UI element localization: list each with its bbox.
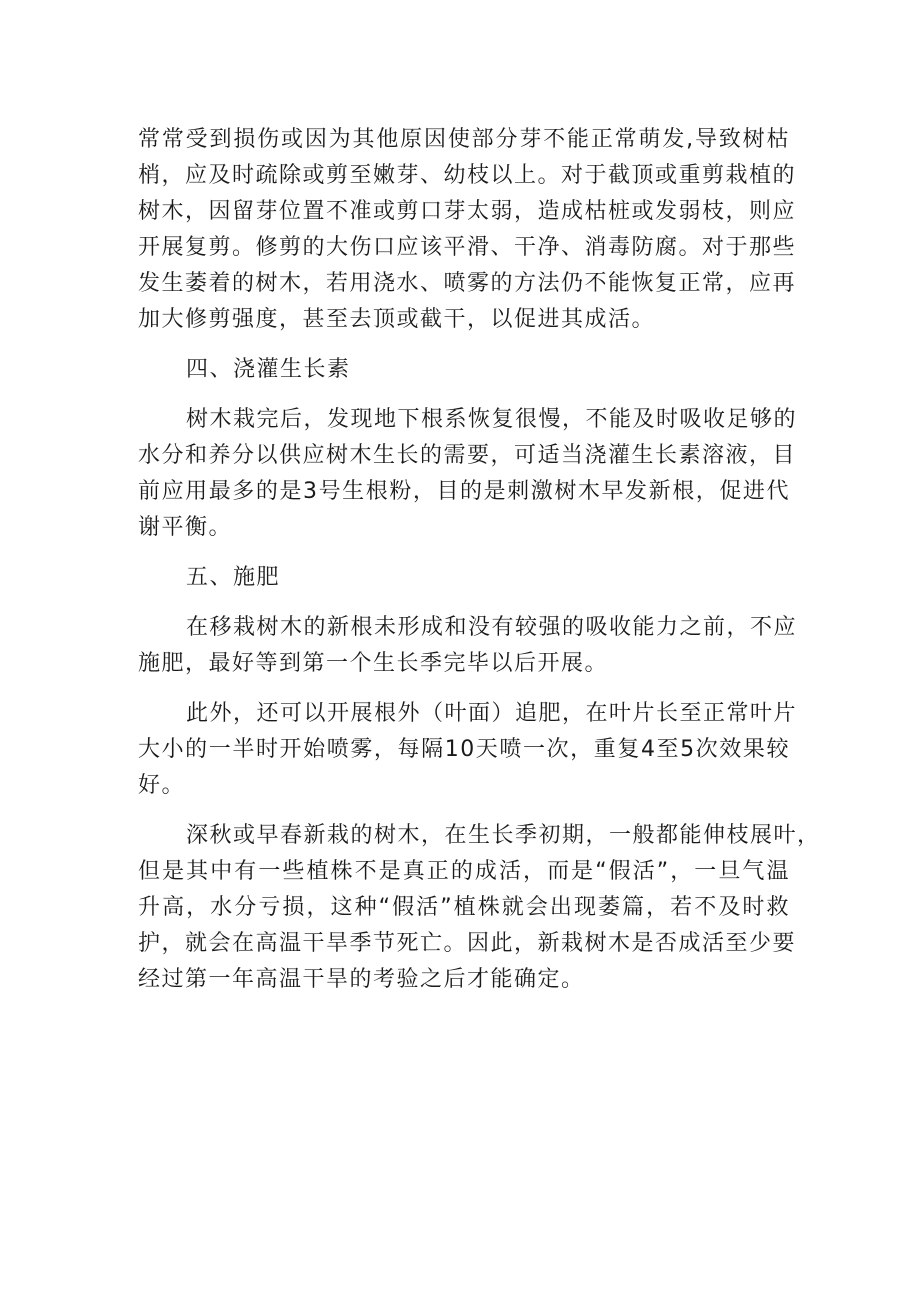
text-line: 常常受到损伤或因为其他原因使部分芽不能正常萌发,导致树枯: [138, 127, 790, 152]
text-line: 在移栽树木的新根未形成和没有较强的吸收能力之前，不应: [186, 615, 798, 640]
text-line: 此外，还可以开展根外（叶面）追肥，在叶片长至正常叶片: [186, 701, 798, 726]
paragraph-pruning: [138, 122, 797, 338]
text-line: 但是其中有一些植株不是真正的成活，而是“假活”，一旦气温: [138, 859, 791, 884]
text-line: 护，就会在高温干旱季节死亡。因此，新栽树木是否成活至少要: [138, 931, 797, 956]
text-line: 谢平衡。: [138, 515, 233, 540]
text-line: 升高，水分亏损，这种“假活”植株就会出现萎篇，若不及时救: [138, 895, 790, 920]
document-page: [138, 122, 821, 998]
paragraph-foliar-feeding: [138, 696, 798, 804]
section-heading-fertilizing: [138, 560, 790, 596]
text-line: 深秋或早春新栽的树木，在生长季初期，一般都能伸枝展叶，: [186, 823, 821, 848]
text-line: 开展复剪。修剪的大伤口应该平滑、干净、消毒防腐。对于那些: [138, 235, 797, 260]
paragraph-growth-hormone: [138, 402, 798, 546]
text-line: 加大修剪强度，甚至去顶或截干，以促进其成活。: [138, 307, 656, 332]
text-line: 前应用最多的是3号生根粉，目的是刺激树木早发新根，促进代: [138, 479, 790, 504]
text-line: 好。: [138, 773, 186, 798]
text-line: 树木，因留芽位置不准或剪口芽太弱，造成枯桩或发弱枝，则应: [138, 199, 797, 224]
heading-text: 四、浇灌生长素: [186, 357, 351, 382]
text-line: 发生萎着的树木，若用浇水、喷雾的方法仍不能恢复正常，应再: [138, 271, 797, 296]
text-line: 大小的一半时开始喷雾，每隔10天喷一次，重复4至5次效果较: [138, 737, 790, 762]
text-line: 水分和养分以供应树木生长的需要，可适当浇灌生长素溶液，目: [138, 443, 797, 468]
paragraph-fertilizing: [138, 610, 798, 682]
text-line: 施肥，最好等到第一个生长季完毕以后开展。: [138, 651, 609, 676]
heading-text: 五、施肥: [186, 565, 281, 590]
text-line: 经过第一年高温干旱的考验之后才能确定。: [138, 967, 585, 992]
text-line: 梢，应及时疏除或剪至嫩芽、幼枝以上。对于截顶或重剪栽植的: [138, 163, 797, 188]
paragraph-false-survival: [138, 818, 821, 998]
text-line: 树木栽完后，发现地下根系恢复很慢，不能及时吸收足够的: [186, 407, 798, 432]
section-heading-growth-hormone: [138, 352, 790, 388]
